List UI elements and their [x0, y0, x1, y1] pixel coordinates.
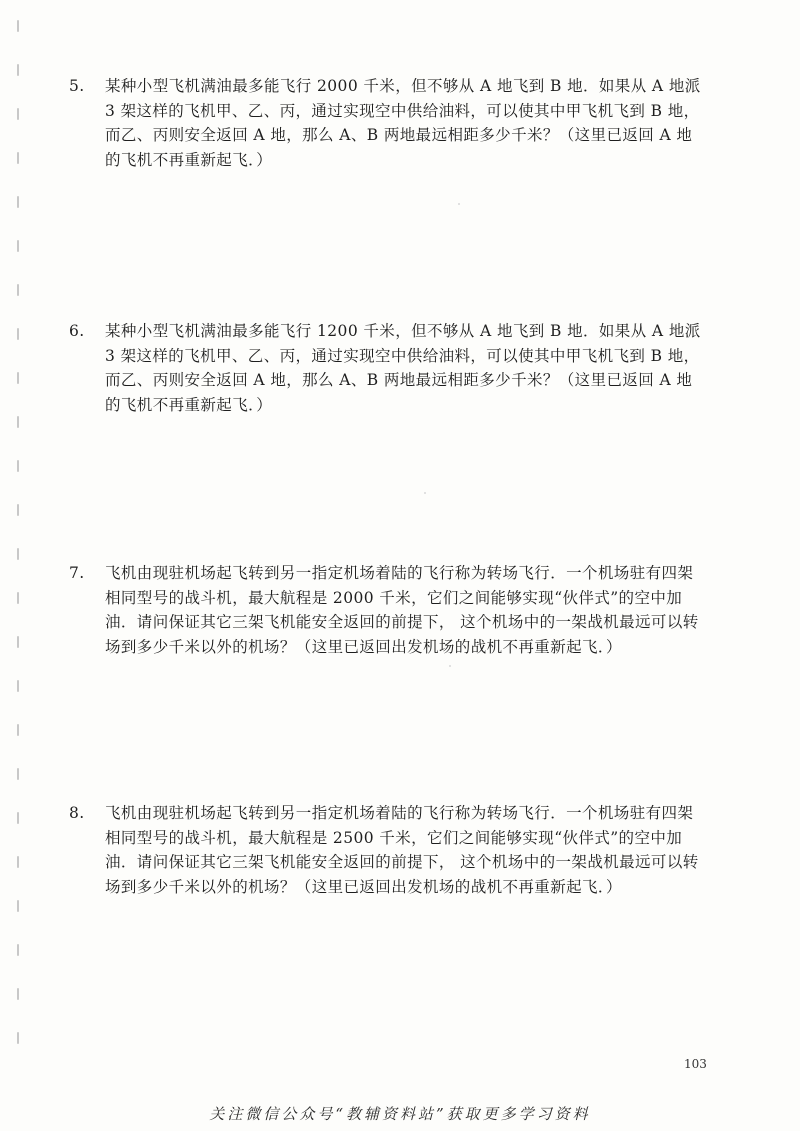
- problem-text: 飞机由现驻机场起飞转到另一指定机场着陆的飞行称为转场飞行．一个机场驻有四架相同型号的战斗机，最大航程是 2000 千米，它们之间能够实现“伙伴式”的空中加油．请问保证其它三架飞机能安全返回的前提下， 这个机场中的一架战机最远可以转场到多少千米以外的机场？（这里已返回出发机场的战机不再重新起飞．）: [105, 564, 699, 656]
- problem-text: 飞机由现驻机场起飞转到另一指定机场着陆的飞行称为转场飞行．一个机场驻有四架相同型号的战斗机，最大航程是 2500 千米，它们之间能够实现“伙伴式”的空中加油．请问保证其它三架飞机能安全返回的前提下， 这个机场中的一架战机最远可以转场到多少千米以外的机场？（这里已返回出发机场的战机不再重新起飞．）: [105, 804, 699, 896]
- problem-6: [69, 319, 707, 417]
- problem-number: 6.: [69, 322, 85, 340]
- problem-8: [69, 801, 707, 899]
- problem-5: [69, 74, 707, 172]
- page-number: 103: [684, 1057, 707, 1071]
- scan-speck: [458, 203, 460, 205]
- problem-number: 8.: [69, 804, 85, 822]
- footer-promo-text: 关注微信公众号“教辅资料站”获取更多学习资料: [209, 1105, 591, 1123]
- problem-7: [69, 561, 707, 659]
- problem-text: 某种小型飞机满油最多能飞行 2000 千米，但不够从 A 地飞到 B 地．如果从 A 地派 3 架这样的飞机甲、乙、丙，通过实现空中供给油料，可以使其中甲飞机飞到 B 地，而乙、丙则安全返回 A 地，那么 A、B 两地最远相距多少千米？（这里已返回 A 地的飞机不再重新起飞．）: [105, 77, 701, 169]
- scan-speck: [424, 492, 426, 494]
- problem-number: 7.: [69, 564, 85, 582]
- scan-speck: [449, 665, 451, 667]
- binding-hole-marks: [14, 20, 24, 1110]
- problem-text: 某种小型飞机满油最多能飞行 1200 千米，但不够从 A 地飞到 B 地．如果从 A 地派 3 架这样的飞机甲、乙、丙，通过实现空中供给油料，可以使其中甲飞机飞到 B 地，而乙、丙则安全返回 A 地，那么 A、B 两地最远相距多少千米？（这里已返回 A 地的飞机不再重新起飞．）: [105, 322, 701, 414]
- problem-number: 5.: [69, 77, 85, 95]
